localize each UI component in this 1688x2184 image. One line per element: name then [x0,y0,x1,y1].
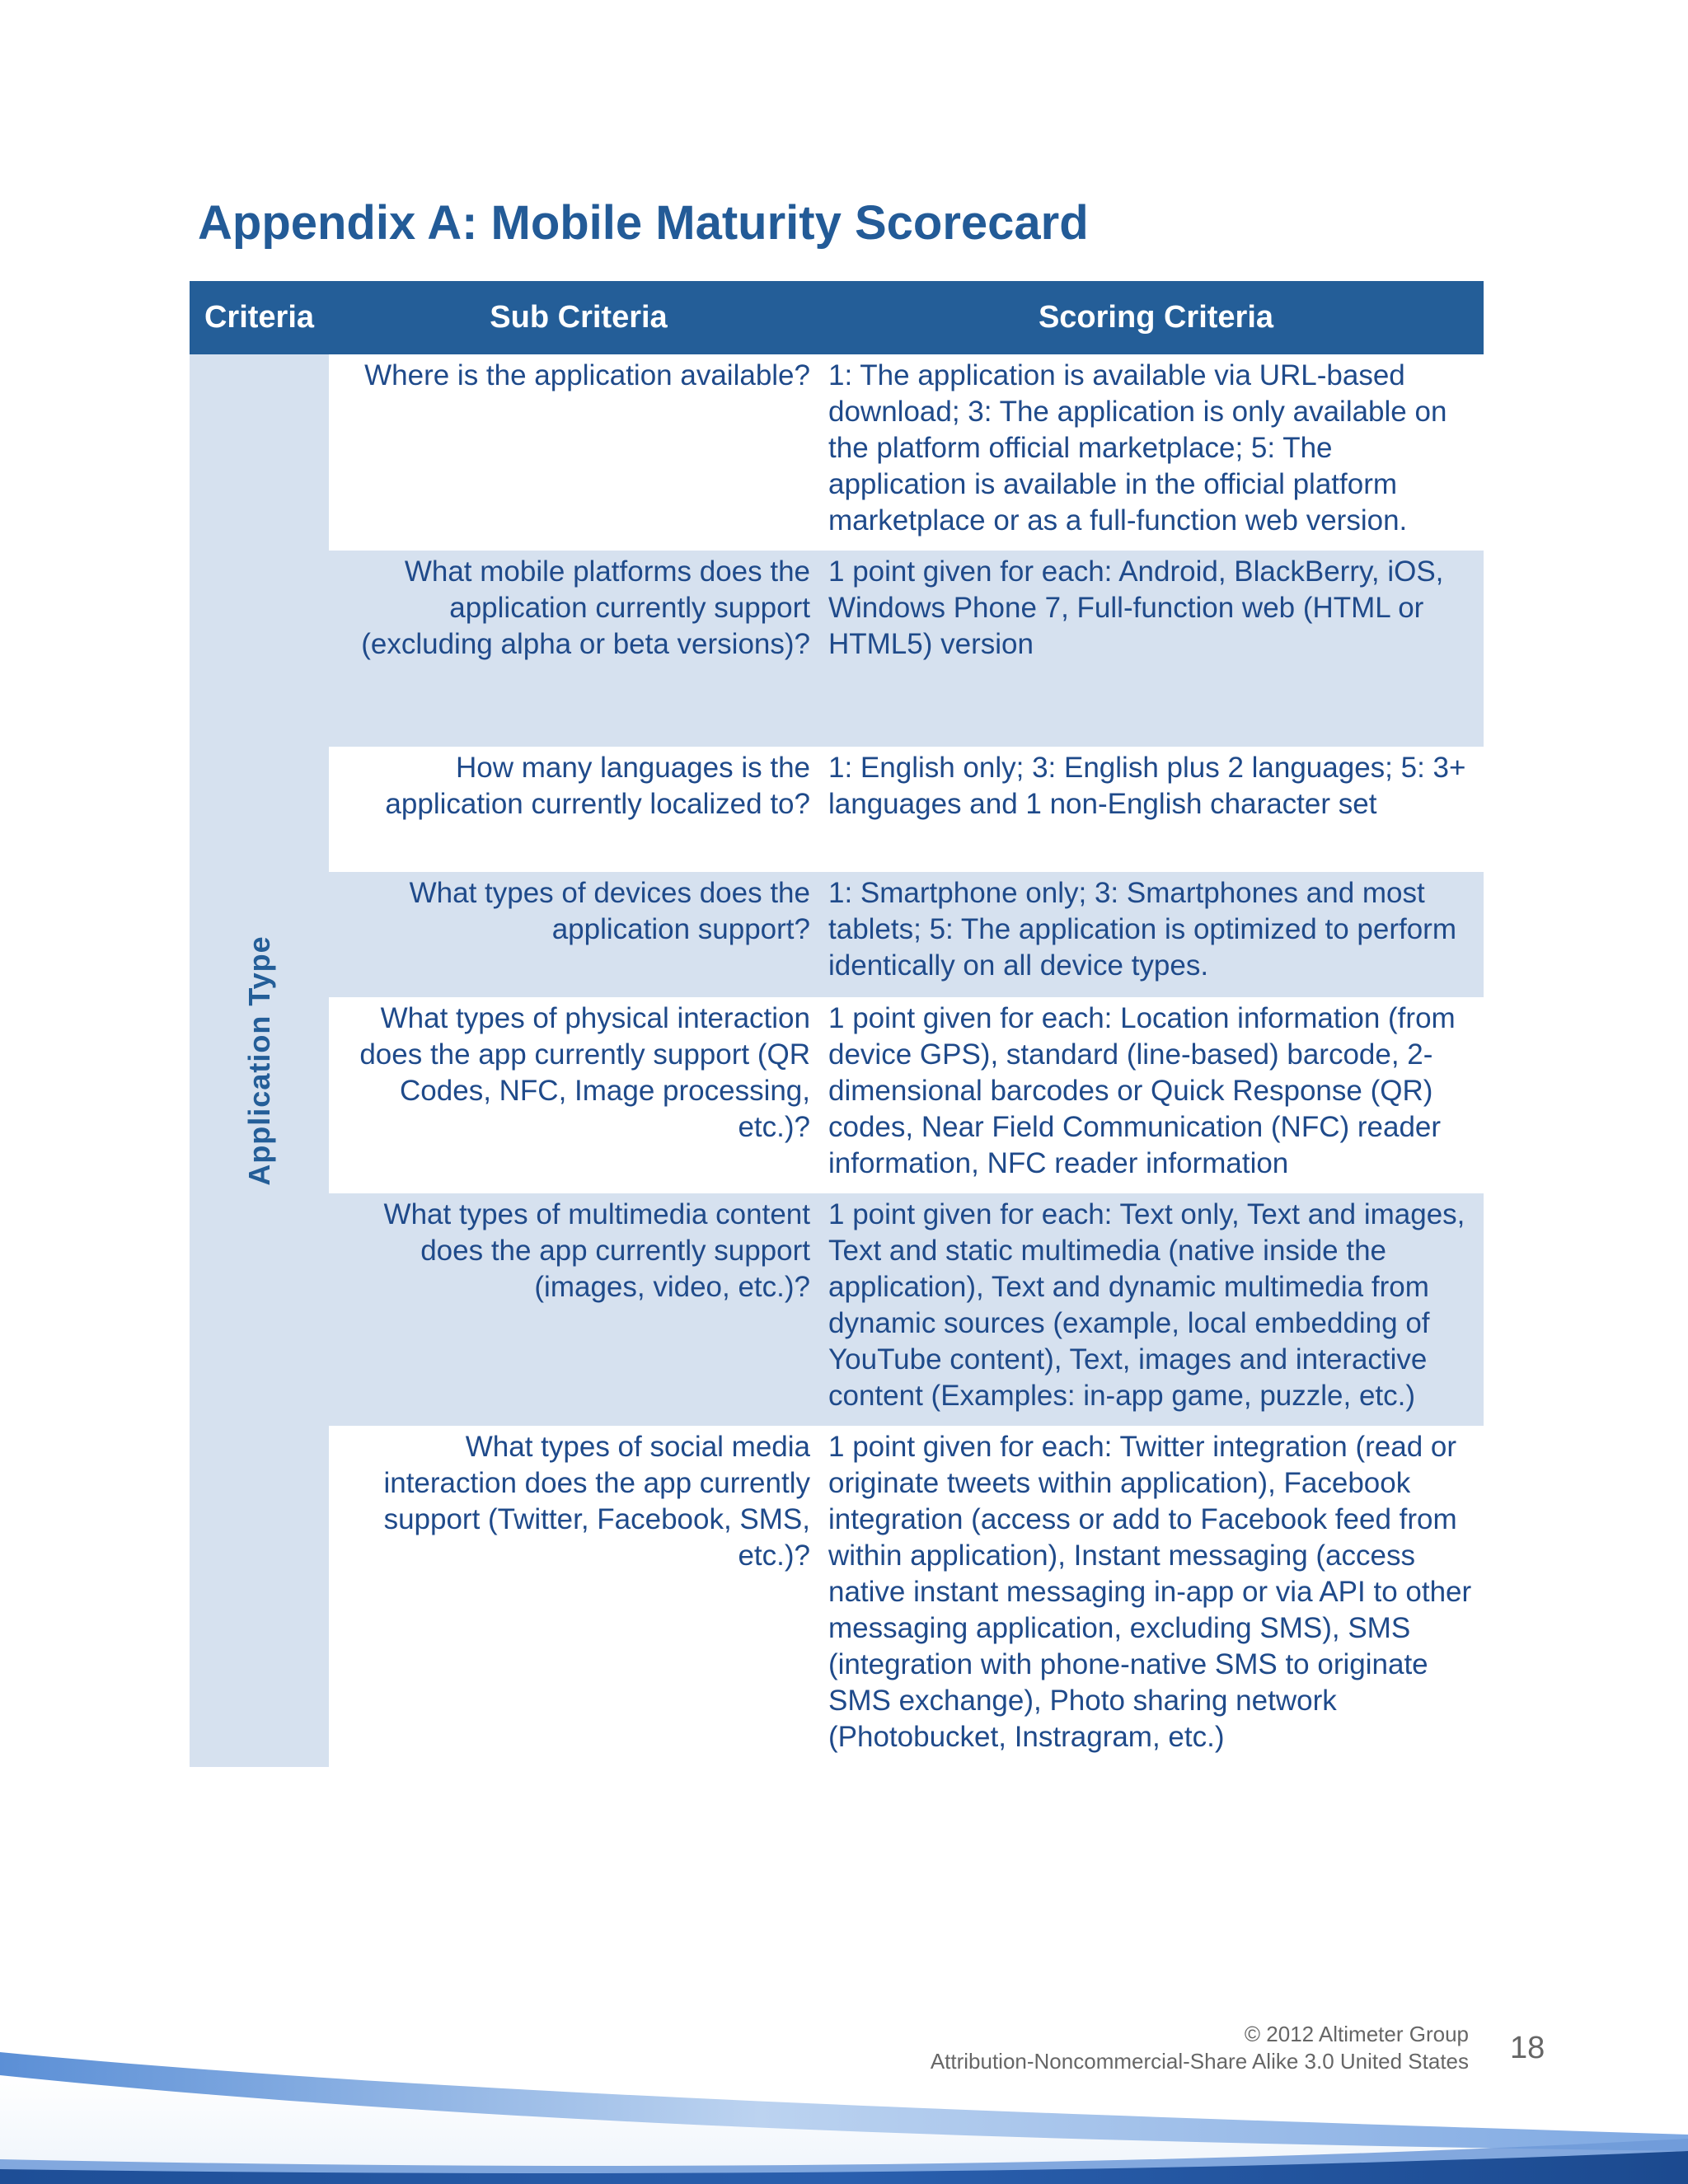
header-criteria: Criteria [190,281,329,354]
criteria-label: Application Type [241,935,276,1186]
scoring-criteria-text: 1 point given for each: Location information (from device GPS), standard (line-based) barcode, 2-dimensional barcodes or Quick Response (QR) codes, Near Field Communication (NFC) reader information, NFC reader information [828,1002,1456,1179]
scoring-criteria-text: 1: English only; 3: English plus 2 languages; 5: 3+ languages and 1 non-English character set [828,752,1466,820]
sub-criteria-cell [329,1426,828,1767]
scoring-criteria-cell [828,747,1484,872]
header-scoring-criteria: Scoring Criteria [828,281,1484,354]
table-row [190,747,1484,872]
scoring-criteria-cell [828,1426,1484,1767]
footer-copyright-block [931,2021,1469,2075]
table-row [190,872,1484,997]
scoring-criteria-cell [828,997,1484,1193]
scoring-criteria-text: 1 point given for each: Twitter integration (read or originate tweets within application), Facebook integration (access or add to Facebook feed from within application), Instant messaging (access native instant messaging in-app or via API to other messaging application, excluding SMS), SMS (integration with phone-native SMS to originate SMS exchange), Photo sharing network (Photobucket, Instragram, etc.) [828,1431,1472,1753]
sub-criteria-text: What types of social media interaction does the app currently support (Twitter, Facebook, SMS, etc.)? [383,1431,810,1572]
table-row [190,551,1484,747]
sub-criteria-text: What mobile platforms does the application currently support (excluding alpha or beta versions)? [361,555,810,660]
sub-criteria-cell [329,997,828,1193]
sub-criteria-cell [329,747,828,872]
table-header-row [190,281,1484,354]
header-sub-criteria: Sub Criteria [329,281,828,354]
scorecard-table [190,281,1484,1767]
footer-copyright: © 2012 Altimeter Group [1244,2022,1469,2046]
scoring-criteria-cell [828,354,1484,551]
table-row [190,1426,1484,1767]
scoring-criteria-text: 1: Smartphone only; 3: Smartphones and most tablets; 5: The application is optimized to perform identically on all device types. [828,877,1456,982]
table-row [190,354,1484,551]
page-number: 18 [1510,2031,1545,2065]
sub-criteria-text: What types of physical interaction does the app currently support (QR Codes, NFC, Image processing, etc.)? [359,1002,810,1143]
sub-criteria-text: What types of multimedia content does the app currently support (images, video, etc.)? [383,1198,810,1303]
scoring-criteria-cell [828,1193,1484,1426]
scorecard-table-wrapper [190,281,1484,1767]
sub-criteria-cell [329,872,828,997]
table-row [190,1193,1484,1426]
sub-criteria-cell [329,354,828,551]
table-row [190,997,1484,1193]
scoring-criteria-cell [828,872,1484,997]
sub-criteria-text: How many languages is the application currently localized to? [385,752,810,820]
scoring-criteria-text: 1 point given for each: Text only, Text and images, Text and static multimedia (native inside the application), Text and dynamic multimedia from dynamic sources (example, local embedding of YouTube content), Text, images and interactive content (Examples: in-app game, puzzle, etc.) [828,1198,1465,1412]
scoring-criteria-text: 1: The application is available via URL-based download; 3: The application is only available on the platform official marketplace; 5: The application is available in the official platform marketplace or as a full-function web version. [828,359,1447,537]
sub-criteria-text: Where is the application available? [364,359,810,391]
scoring-criteria-cell [828,551,1484,747]
footer-license: Attribution-Noncommercial-Share Alike 3.0 United States [930,2049,1469,2074]
criteria-cell-application-type [190,354,329,1767]
sub-criteria-cell [329,551,828,747]
page-title: Appendix A: Mobile Maturity Scorecard [198,196,1089,250]
scoring-criteria-text: 1 point given for each: Android, BlackBerry, iOS, Windows Phone 7, Full-function web (HTML or HTML5) version [828,555,1444,660]
sub-criteria-cell [329,1193,828,1426]
sub-criteria-text: What types of devices does the application support? [409,877,810,945]
